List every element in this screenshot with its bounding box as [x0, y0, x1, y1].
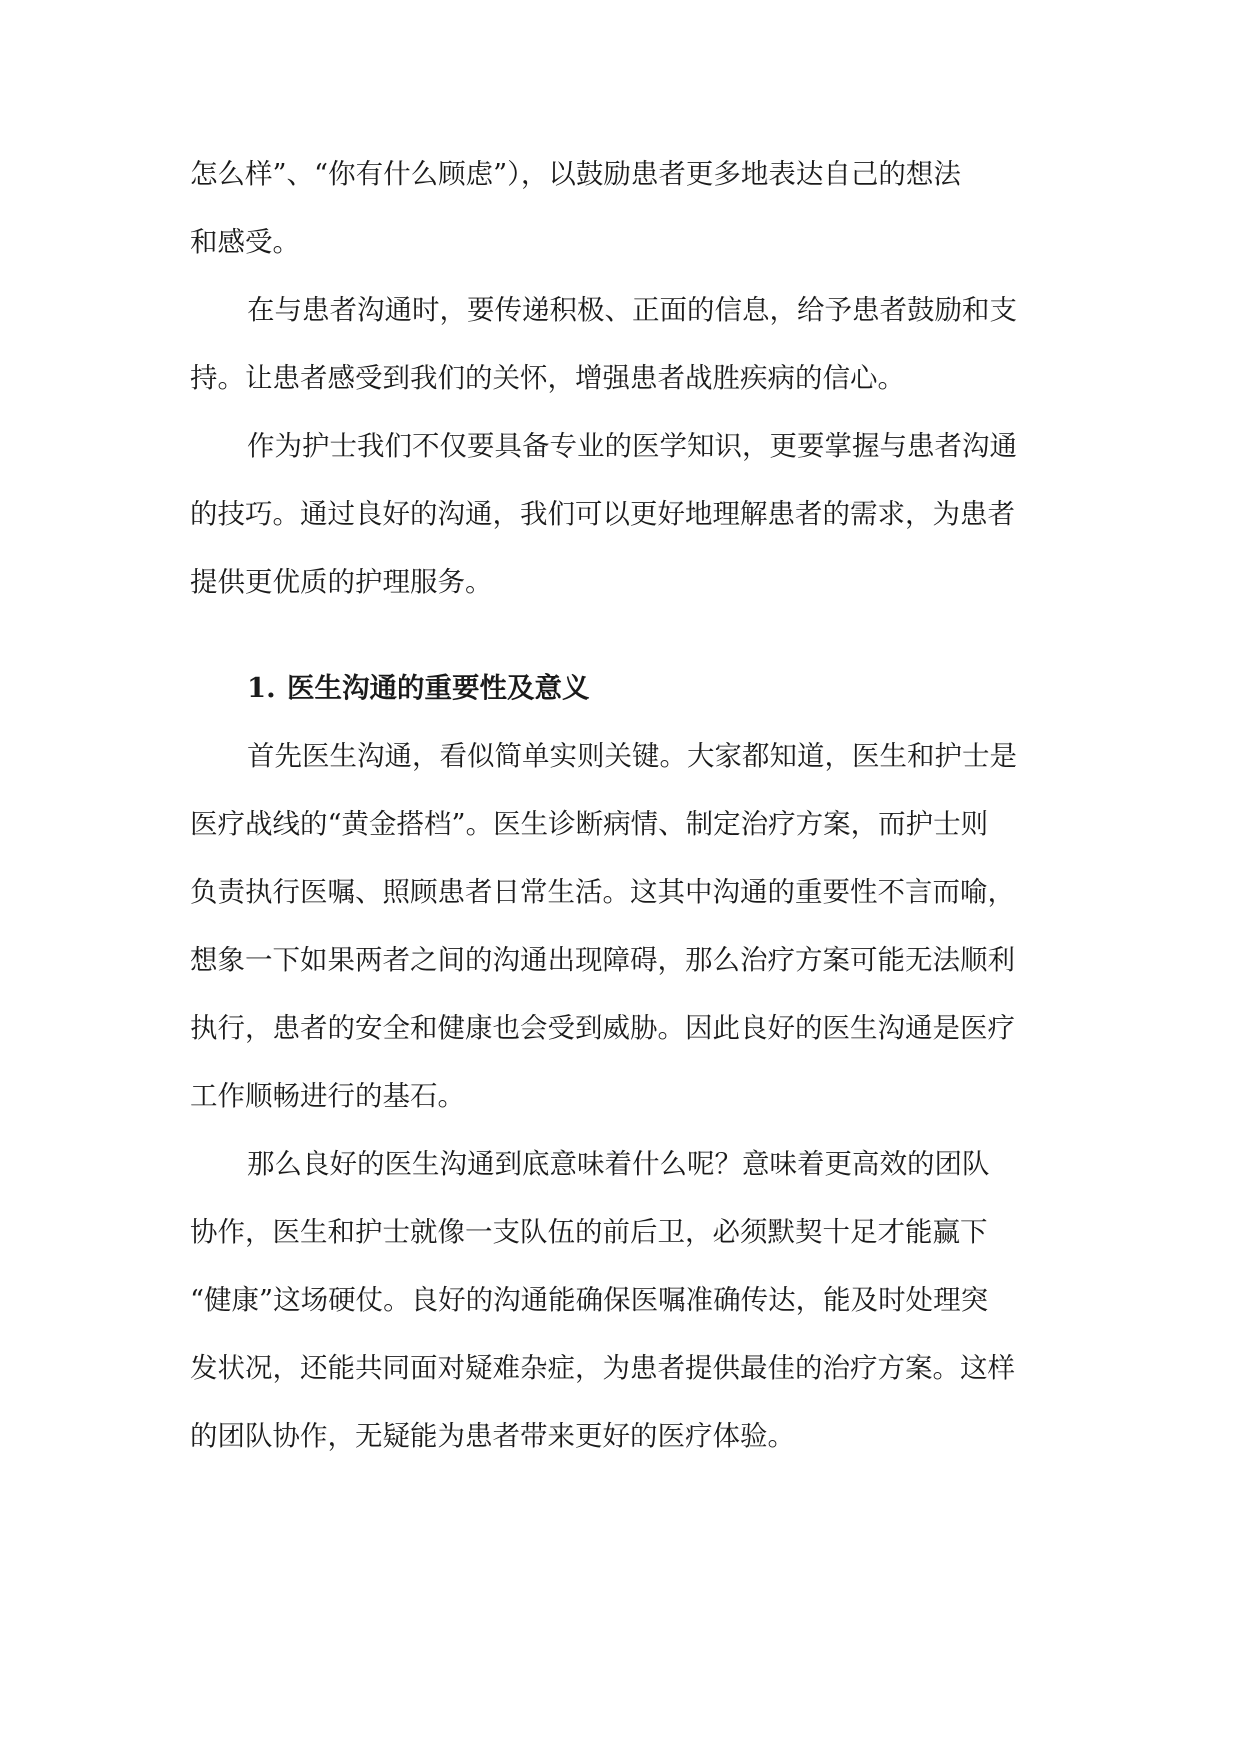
paragraph: [190, 412, 1055, 616]
text-line: 持。让患者感受到我们的关怀，增强患者战胜疾病的信心。: [190, 362, 905, 394]
text-line: 发状况，还能共同面对疑难杂症，为患者提供最佳的治疗方案。这样: [190, 1352, 1015, 1384]
text-line: 提供更优质的护理服务。: [190, 566, 493, 598]
text-line: 那么良好的医生沟通到底意味着什么呢？意味着更高效的团队: [247, 1148, 990, 1180]
section-spacer: [190, 616, 1055, 654]
text-line: 怎么样”、“你有什么顾虑”），以鼓励患者更多地表达自己的想法: [190, 158, 961, 190]
text-line: 的技巧。通过良好的沟通，我们可以更好地理解患者的需求，为患者: [190, 498, 1015, 530]
paragraph: [190, 722, 1055, 1130]
paragraph: [190, 1130, 1055, 1470]
document-page: [190, 140, 1055, 1470]
section-heading: [190, 654, 1055, 722]
text-line: 协作，医生和护士就像一支队伍的前后卫，必须默契十足才能赢下: [190, 1216, 988, 1248]
text-line: 负责执行医嘱、照顾患者日常生活。这其中沟通的重要性不言而喻，: [190, 876, 1015, 908]
text-line: 工作顺畅进行的基石。: [190, 1080, 465, 1112]
text-line: “健康”这场硬仗。良好的沟通能确保医嘱准确传达，能及时处理突: [190, 1284, 989, 1316]
text-line: 医疗战线的“黄金搭档”。医生诊断病情、制定治疗方案，而护士则: [190, 808, 989, 840]
paragraph: [190, 140, 1055, 276]
text-line: 作为护士我们不仅要具备专业的医学知识，更要掌握与患者沟通: [247, 430, 1017, 462]
text-line: 的团队协作，无疑能为患者带来更好的医疗体验。: [190, 1420, 795, 1452]
text-line: 首先医生沟通，看似简单实则关键。大家都知道，医生和护士是: [247, 740, 1017, 772]
text-line: 想象一下如果两者之间的沟通出现障碍，那么治疗方案可能无法顺利: [190, 944, 1015, 976]
text-line: 和感受。: [190, 226, 300, 258]
text-line: 在与患者沟通时，要传递积极、正面的信息，给予患者鼓励和支: [247, 294, 1017, 326]
section-title: 医生沟通的重要性及意义: [287, 672, 590, 704]
section-number: 1.: [247, 672, 276, 704]
text-line: 执行，患者的安全和健康也会受到威胁。因此良好的医生沟通是医疗: [190, 1012, 1015, 1044]
paragraph: [190, 276, 1055, 412]
